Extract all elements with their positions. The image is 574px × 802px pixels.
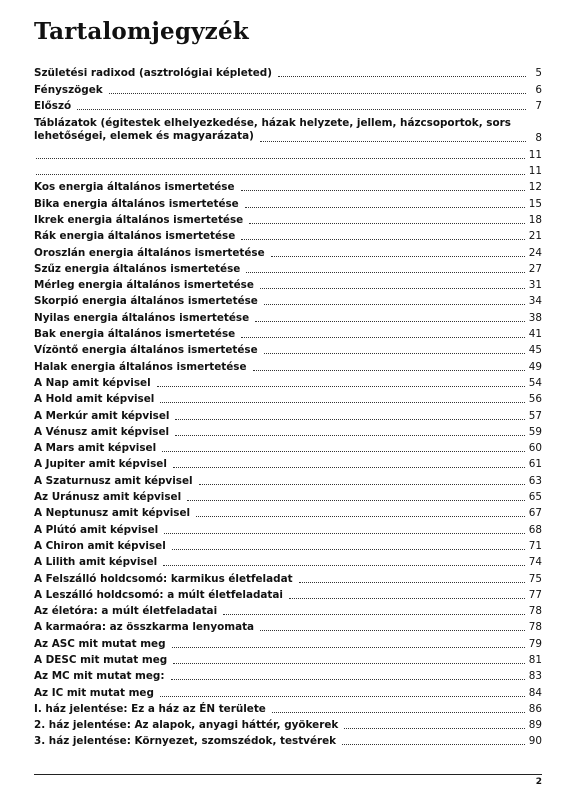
dot-leader: [171, 678, 525, 680]
toc-entry[interactable]: [34, 506, 542, 522]
dot-leader: [264, 352, 525, 354]
toc-entry-line: [34, 67, 542, 79]
dot-leader: [241, 238, 525, 240]
toc-entry-page-number: 31: [528, 279, 542, 292]
toc-entry-page-number: 90: [528, 735, 542, 748]
toc-entry-line: [34, 377, 542, 389]
toc-entry-line: [34, 556, 542, 568]
dot-leader: [160, 695, 525, 697]
toc-entry-line: [34, 458, 542, 470]
dot-leader: [278, 75, 526, 77]
footer-page-number: 2: [535, 777, 542, 787]
toc-entry-page-number: 67: [528, 507, 542, 520]
toc-entry-title: Oroszlán energia általános ismertetése: [34, 246, 265, 259]
toc-entry-line: [34, 573, 542, 585]
toc-entry-page-number: 68: [528, 523, 542, 536]
dot-leader: [157, 385, 525, 387]
toc-entry[interactable]: [34, 588, 542, 604]
dot-leader: [199, 483, 525, 485]
toc-entry[interactable]: [34, 115, 542, 148]
toc-entry-page-number: 61: [528, 458, 542, 471]
toc-entry-title: Az ASC mit mutat meg: [34, 637, 166, 650]
toc-entry[interactable]: [34, 490, 542, 506]
toc-entry[interactable]: [34, 669, 542, 685]
toc-entry-line: [34, 328, 542, 340]
toc-entry-title: Vízöntő energia általános ismertetése: [34, 344, 258, 357]
toc-entry-title: 2. ház jelentése: Az alapok, anyagi háttér, gyökerek: [34, 719, 339, 732]
toc-entry-line: [34, 654, 542, 666]
toc-entry-page-number: 57: [528, 409, 542, 422]
toc-entry-line: [34, 540, 542, 552]
toc-entry-page-number: 11: [528, 165, 542, 178]
toc-entry-line: [34, 295, 542, 307]
toc-entry-line: [34, 230, 542, 242]
toc-entry-page-number: 21: [528, 230, 542, 243]
toc-entry-title: A Vénusz amit képvisel: [34, 425, 170, 438]
dot-leader: [77, 108, 526, 110]
dot-leader: [271, 255, 525, 257]
toc-entry-page-number: 78: [528, 605, 542, 618]
toc-entry-line: [34, 165, 542, 177]
toc-entry-title: Előszó: [34, 99, 72, 112]
toc-entry-line: [34, 491, 542, 503]
toc-entry[interactable]: [34, 604, 542, 620]
toc-entry-line: [34, 100, 542, 112]
toc-entry-page-number: 83: [528, 670, 542, 683]
toc-entry-title: A Merkúr amit képvisel: [34, 409, 170, 422]
toc-entry[interactable]: [34, 473, 542, 489]
toc-entry-line: [34, 181, 542, 193]
toc-entry-title: Skorpió energia általános ismertetése: [34, 295, 258, 308]
toc-entry-line: [34, 589, 542, 601]
dot-leader: [255, 320, 525, 322]
dot-leader: [223, 613, 525, 615]
toc-entry-title: A Plútó amit képvisel: [34, 523, 159, 536]
toc-entry-title: Az Uránusz amit képvisel: [34, 491, 182, 504]
dot-leader: [245, 206, 525, 208]
toc-entry[interactable]: [34, 376, 542, 392]
dot-leader: [241, 336, 525, 338]
dot-leader: [342, 743, 525, 745]
dot-leader: [175, 434, 525, 436]
toc-entry-title: I. ház jelentése: Ez a ház az ÉN területe: [34, 702, 266, 715]
dot-leader: [253, 369, 525, 371]
dot-leader: [246, 271, 524, 273]
toc-entry-page-number: 79: [528, 637, 542, 650]
toc-entry-page-number: 15: [528, 197, 542, 210]
table-of-contents: [34, 66, 542, 750]
toc-entry-page-number: 74: [528, 556, 542, 569]
toc-entry[interactable]: [34, 327, 542, 343]
toc-entry[interactable]: [34, 685, 542, 701]
toc-entry[interactable]: [34, 147, 542, 163]
toc-entry[interactable]: [34, 359, 542, 375]
toc-entry-page-number: 89: [528, 719, 542, 732]
toc-entry-title: 3. ház jelentése: Környezet, szomszédok, testvérek: [34, 735, 337, 748]
toc-entry-page-number: 86: [528, 702, 542, 715]
toc-entry[interactable]: [34, 278, 542, 294]
toc-entry[interactable]: [34, 571, 542, 587]
toc-entry[interactable]: [34, 653, 542, 669]
toc-entry-page-number: 56: [528, 393, 542, 406]
toc-entry-page-number: 78: [528, 621, 542, 634]
toc-entry[interactable]: [34, 196, 542, 212]
toc-entry[interactable]: [34, 555, 542, 571]
dot-leader: [173, 662, 525, 664]
toc-entry-line: [34, 214, 542, 226]
toc-entry-page-number: 81: [528, 653, 542, 666]
toc-entry-line: [34, 410, 542, 422]
dot-leader: [173, 466, 525, 468]
toc-entry[interactable]: [34, 636, 542, 652]
toc-entry-title: A karmaóra: az összkarma lenyomata: [34, 621, 255, 634]
toc-entry-title: A Hold amit képvisel: [34, 393, 155, 406]
toc-entry-line: [34, 84, 542, 96]
dot-leader: [344, 727, 524, 729]
toc-entry-line: [34, 361, 542, 373]
dot-leader: [36, 157, 525, 159]
toc-entry-line: [34, 442, 542, 454]
toc-entry[interactable]: [34, 99, 542, 115]
dot-leader: [260, 140, 526, 142]
toc-entry-line: [34, 687, 542, 699]
toc-entry-title: A Leszálló holdcsomó: a múlt életfeladatai: [34, 588, 283, 601]
toc-entry-title: A Chiron amit képvisel: [34, 539, 166, 552]
toc-entry-title: A Mars amit képvisel: [34, 442, 157, 455]
toc-entry[interactable]: [34, 343, 542, 359]
page-title: Tartalomjegyzék: [34, 18, 249, 45]
dot-leader: [241, 189, 525, 191]
toc-entry-line: [34, 279, 542, 291]
toc-entry[interactable]: [34, 262, 542, 278]
toc-entry-title: Fényszögek: [34, 83, 103, 96]
toc-entry-page-number: 45: [528, 344, 542, 357]
toc-entry-title: A Neptunusz amit képvisel: [34, 507, 191, 520]
dot-leader: [164, 532, 525, 534]
toc-entry-page-number: 65: [528, 491, 542, 504]
toc-entry-line: [34, 344, 542, 356]
toc-entry-title: A Nap amit képvisel: [34, 376, 151, 389]
toc-entry[interactable]: [34, 408, 542, 424]
toc-entry-page-number: 49: [528, 360, 542, 373]
toc-entry-title: A Lilith amit képvisel: [34, 556, 158, 569]
toc-entry-line: [34, 605, 542, 617]
toc-entry-line: [34, 247, 542, 259]
toc-entry[interactable]: [34, 213, 542, 229]
toc-entry[interactable]: [34, 392, 542, 408]
toc-entry-page-number: 24: [528, 246, 542, 259]
toc-entry-page-number: 18: [528, 213, 542, 226]
toc-entry[interactable]: [34, 310, 542, 326]
toc-entry-title: Halak energia általános ismertetése: [34, 360, 247, 373]
toc-entry-line: [34, 735, 542, 747]
toc-entry-page-number: 84: [528, 686, 542, 699]
toc-entry-title: Az életóra: a múlt életfeladatai: [34, 605, 218, 618]
toc-entry-line: [34, 263, 542, 275]
toc-entry-title: Szűz energia általános ismertetése: [34, 262, 241, 275]
footer-rule: [34, 774, 542, 775]
dot-leader: [260, 629, 525, 631]
dot-leader: [172, 548, 525, 550]
dot-leader: [264, 303, 525, 305]
toc-entry-title: A DESC mit mutat meg: [34, 653, 168, 666]
toc-entry-title: Születési radixod (asztrológiai képleted): [34, 67, 272, 80]
toc-entry-page-number: 5: [535, 67, 542, 80]
toc-entry-title: lehetőségei, elemek és magyarázata): [34, 130, 254, 143]
toc-entry[interactable]: [34, 734, 542, 750]
toc-entry-line: [34, 638, 542, 650]
toc-entry-line: [34, 670, 542, 682]
toc-entry-page-number: 6: [535, 83, 542, 96]
toc-entry-title: A Felszálló holdcsomó: karmikus életfeladat: [34, 572, 293, 585]
toc-entry-title: Ikrek energia általános ismertetése: [34, 213, 244, 226]
toc-entry[interactable]: [34, 294, 542, 310]
toc-entry[interactable]: [34, 245, 542, 261]
toc-entry[interactable]: [34, 522, 542, 538]
dot-leader: [160, 401, 524, 403]
dot-leader: [109, 92, 526, 94]
toc-entry-line: [34, 507, 542, 519]
toc-entry-line: [34, 621, 542, 633]
dot-leader: [249, 222, 525, 224]
dot-leader: [163, 564, 525, 566]
toc-entry-page-number: 38: [528, 311, 542, 324]
toc-entry-line: [34, 312, 542, 324]
toc-entry-page-number: 54: [528, 376, 542, 389]
toc-entry-title: A Jupiter amit képvisel: [34, 458, 167, 471]
toc-entry-page-number: 7: [535, 99, 542, 112]
toc-entry-line: [34, 524, 542, 536]
toc-entry[interactable]: [34, 539, 542, 555]
toc-entry-line: [34, 393, 542, 405]
dot-leader: [299, 581, 525, 583]
toc-entry-line: [34, 149, 542, 161]
dot-leader: [36, 173, 525, 175]
toc-entry-page-number: 77: [528, 588, 542, 601]
toc-entry[interactable]: [34, 66, 542, 82]
dot-leader: [162, 450, 525, 452]
toc-entry-page-number: 63: [528, 474, 542, 487]
toc-entry-line: [34, 719, 542, 731]
toc-entry[interactable]: [34, 718, 542, 734]
dot-leader: [272, 711, 525, 713]
toc-entry-line: [34, 475, 542, 487]
toc-entry-page-number: 71: [528, 539, 542, 552]
toc-entry[interactable]: [34, 425, 542, 441]
dot-leader: [175, 418, 524, 420]
dot-leader: [289, 597, 525, 599]
toc-entry-title: Mérleg energia általános ismertetése: [34, 279, 254, 292]
toc-entry-page-number: 27: [528, 262, 542, 275]
toc-entry-page-number: 60: [528, 442, 542, 455]
toc-entry-page-number: 75: [528, 572, 542, 585]
toc-entry[interactable]: [34, 441, 542, 457]
toc-entry-line: [34, 128, 542, 144]
dot-leader: [260, 287, 525, 289]
toc-entry-title: Bak energia általános ismertetése: [34, 328, 236, 341]
toc-entry[interactable]: [34, 702, 542, 718]
toc-entry-title: A Szaturnusz amit képvisel: [34, 474, 193, 487]
toc-entry-title: Kos energia általános ismertetése: [34, 181, 235, 194]
toc-entry-page-number: 59: [528, 425, 542, 438]
toc-entry-line: [34, 703, 542, 715]
toc-entry-line: [34, 426, 542, 438]
toc-entry-title: Az IC mit mutat meg: [34, 686, 154, 699]
toc-entry-page-number: 34: [528, 295, 542, 308]
toc-entry-page-number: 41: [528, 328, 542, 341]
toc-entry-page-number: 12: [528, 181, 542, 194]
dot-leader: [187, 499, 525, 501]
toc-entry[interactable]: [34, 457, 542, 473]
toc-entry[interactable]: [34, 180, 542, 196]
toc-entry-title: Rák energia általános ismertetése: [34, 230, 236, 243]
toc-entry-title-line: Táblázatok (égitestek elhelyezkedése, házak helyzete, jellem, házcsoportok, sors: [34, 116, 511, 129]
toc-entry[interactable]: [34, 164, 542, 180]
toc-entry[interactable]: [34, 620, 542, 636]
toc-entry-title: Az MC mit mutat meg:: [34, 670, 165, 683]
toc-entry-title: Nyilas energia általános ismertetése: [34, 311, 250, 324]
toc-entry-page-number: 8: [535, 132, 542, 145]
toc-entry[interactable]: [34, 82, 542, 98]
dot-leader: [196, 515, 525, 517]
toc-entry-title: Bika energia általános ismertetése: [34, 197, 239, 210]
toc-entry-page-number: 11: [528, 148, 542, 161]
toc-entry-line: [34, 198, 542, 210]
dot-leader: [172, 646, 525, 648]
toc-entry[interactable]: [34, 229, 542, 245]
